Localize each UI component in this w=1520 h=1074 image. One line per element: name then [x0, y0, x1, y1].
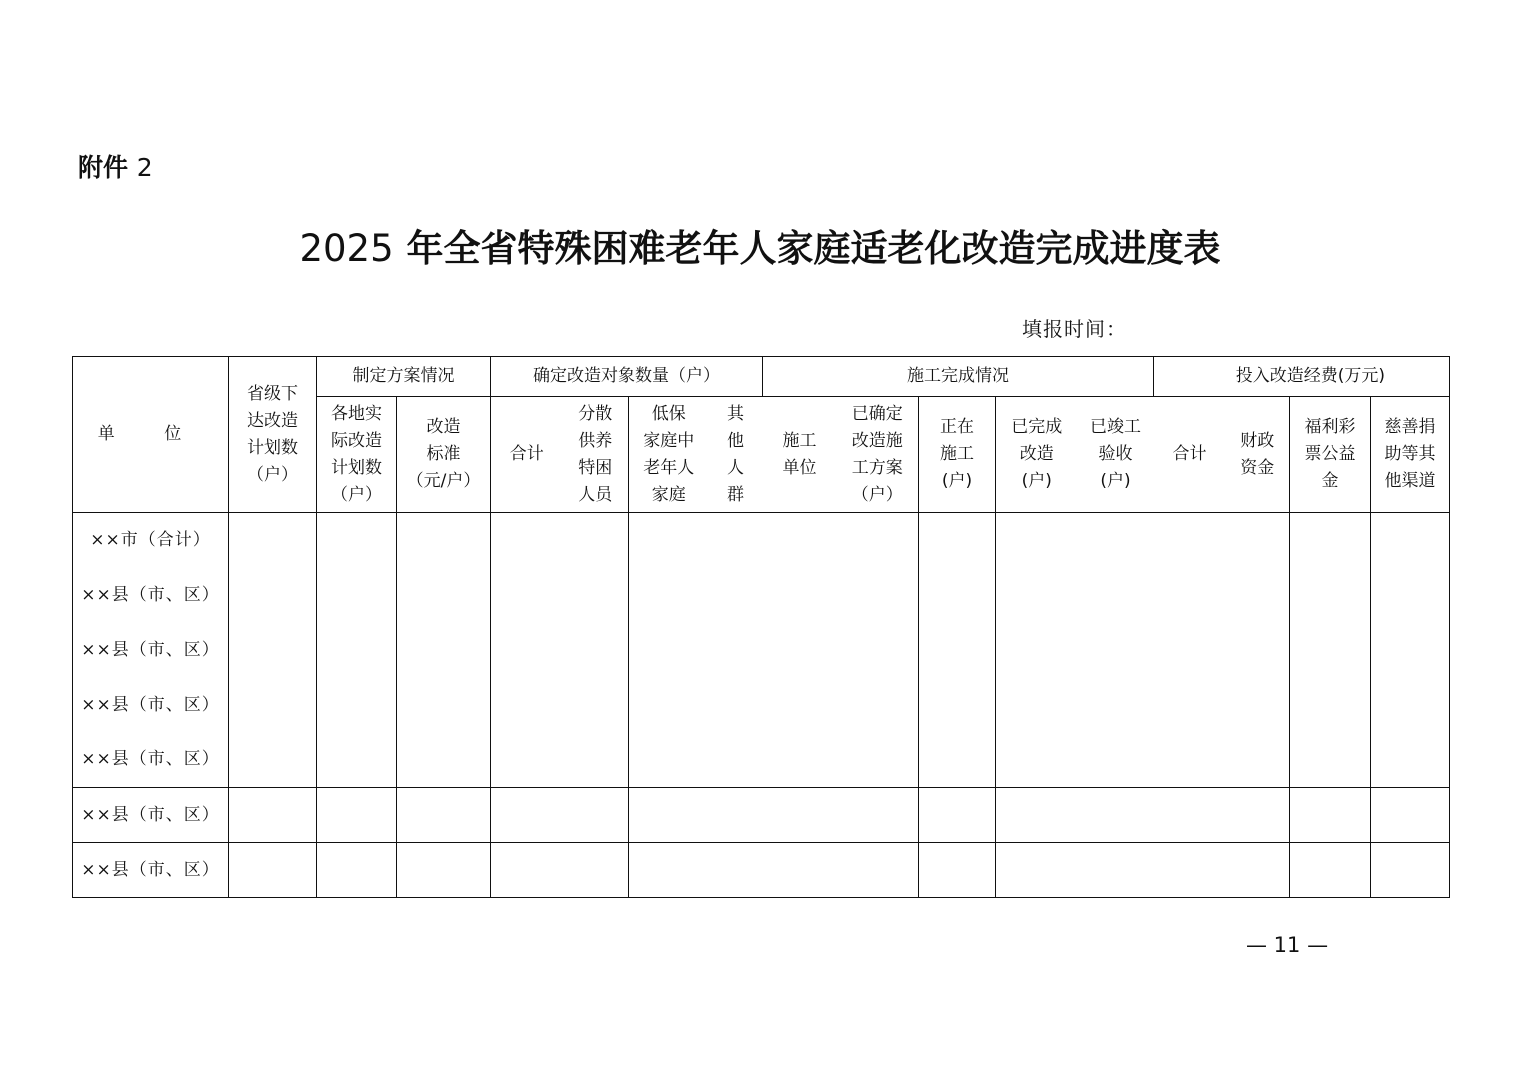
- lottery-header: 福利彩 票公益 金: [1290, 397, 1371, 513]
- plan-count-header-cell: [229, 357, 317, 513]
- table-row: [73, 733, 1450, 788]
- low-income-header: 低保 家庭中 老年人 家庭: [629, 397, 709, 513]
- plan-count-header: 省级下 达改造 计划数 （户）: [247, 383, 298, 485]
- row-unit-label: ××县（市、区）: [73, 678, 229, 733]
- accepted-header: 已竣工 验收 (户): [1078, 397, 1154, 513]
- in-progress-header: 正在 施工 (户): [919, 397, 996, 513]
- actual-plan-header: 各地实 际改造 计划数 （户）: [317, 397, 397, 513]
- row-unit-label: ××县（市、区）: [73, 623, 229, 678]
- row-unit-label: ××市（合计）: [73, 513, 229, 568]
- fill-time-label: 填报时间：: [1022, 317, 1127, 341]
- table-row: [73, 843, 1450, 898]
- unit-header: 单 位: [97, 424, 204, 444]
- standard-header: 改造 标准 （元/户）: [397, 397, 491, 513]
- targets-total-header: 合计: [491, 397, 563, 513]
- table-row: [73, 513, 1450, 568]
- group-funds-header: 投入改造经费(万元): [1154, 357, 1450, 397]
- row-unit-label: ××县（市、区）: [73, 843, 229, 898]
- table-row: [73, 788, 1450, 843]
- row-unit-label: ××县（市、区）: [73, 568, 229, 623]
- page-title: [0, 218, 1520, 272]
- attachment-label: [78, 148, 153, 184]
- attachment-text: 附件: [78, 153, 129, 182]
- title-text: 年全省特殊困难老年人家庭适老化改造完成进度表: [406, 226, 1221, 270]
- title-year: 2025: [299, 227, 394, 270]
- group-plan-header: 制定方案情况: [317, 357, 491, 397]
- row-unit-label: ××县（市、区）: [73, 788, 229, 843]
- row-unit-label: ××县（市、区）: [73, 733, 229, 788]
- fiscal-header: 财政 资金: [1226, 397, 1290, 513]
- funds-total-header: 合计: [1154, 397, 1226, 513]
- plan-confirmed-header: 已确定 改造施 工方案 （户）: [837, 397, 919, 513]
- completed-header: 已完成 改造 (户): [996, 397, 1078, 513]
- table-row: [73, 678, 1450, 733]
- charity-header: 慈善捐 助等其 他渠道: [1371, 397, 1450, 513]
- page-number: — 11 —: [1246, 933, 1329, 957]
- unit-header-cell: [73, 357, 229, 513]
- group-construction-header: 施工完成情况: [763, 357, 1154, 397]
- table-row: [73, 623, 1450, 678]
- table-row: [73, 568, 1450, 623]
- progress-table: [72, 356, 1450, 898]
- contractor-header: 施工 单位: [763, 397, 837, 513]
- others-header: 其 他 人 群: [709, 397, 763, 513]
- attachment-number: 2: [136, 153, 153, 182]
- group-targets-header: 确定改造对象数量（户）: [491, 357, 763, 397]
- dispersed-header: 分散 供养 特困 人员: [563, 397, 629, 513]
